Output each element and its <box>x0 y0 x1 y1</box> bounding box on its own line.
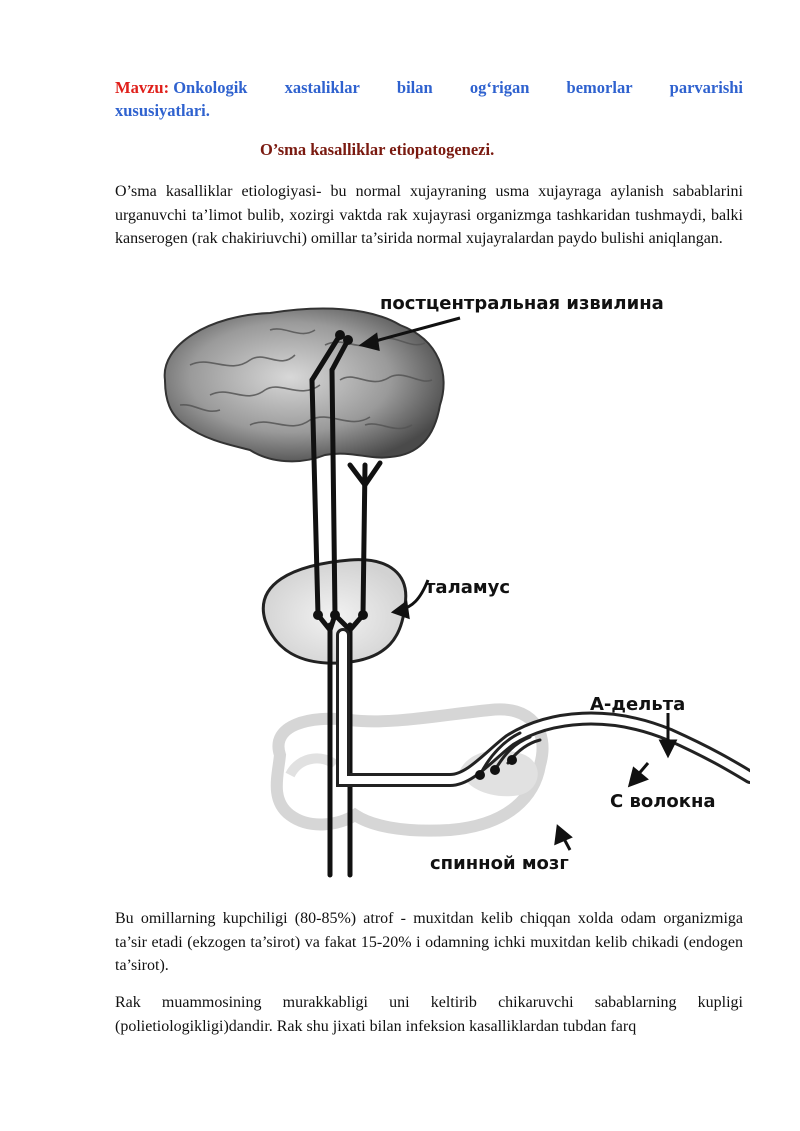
topic-word: og‘rigan <box>469 78 530 97</box>
paragraph-etiology: O’sma kasalliklar etiologiyasi- bu normal xujayraning usma xujayraga aylanish sabablarini urganuvchi ta’limot bulib, xozirgi vaktda rak xujayrasi organizmga tashkaridan tushmaydi, balki kanserogen (rak chakiriuvchi) omillar ta’sirida normal xujayralardan paydo bulishi aniqlangan. <box>115 183 743 247</box>
topic-prefix: Mavzu: <box>115 78 170 97</box>
paragraph-complexity: Rak muammosining murakkabligi uni keltirib chikaruvchi sabablarning kupligi (polietiologikligi)dandir. Rak shu jixati bilan infeksion kasalliklardan tubdan farq <box>115 994 743 1035</box>
topic-line-2: xususiyatlari. <box>115 101 210 120</box>
topic-line-1 <box>115 76 743 99</box>
topic-word: Onkologik <box>173 78 248 97</box>
label-spinal-cord: спинной мозг <box>430 853 569 874</box>
label-c-fibers: С волокна <box>610 791 716 812</box>
label-thalamus: таламус <box>425 577 511 598</box>
topic-word: xastaliklar <box>284 78 360 97</box>
topic-word: parvarishi <box>669 78 743 97</box>
pain-pathway-diagram <box>150 285 750 885</box>
pain-pathway-figure <box>150 285 750 885</box>
label-a-delta: А-дельта <box>590 694 686 715</box>
topic-prefix-and-word <box>115 76 248 99</box>
label-postcentral-gyrus: постцентральная извилина <box>380 293 664 314</box>
topic-word: bilan <box>396 78 433 97</box>
paragraph-factors: Bu omillarning kupchiligi (80-85%) atrof - muxitdan kelib chiqqan xolda odam organizmiga ta’sir etadi (ekzogen ta’sirot) va fakat 15-20% i odamning ichki muxitdan kelib chikadi (endogen ta’sirot). <box>115 910 743 974</box>
brain-shape <box>165 309 444 462</box>
section-title: O’sma kasalliklar etiopatogenezi. <box>260 140 495 159</box>
topic-word: bemorlar <box>566 78 633 97</box>
spinal-cord-shape <box>277 709 543 830</box>
topic-heading <box>115 76 743 122</box>
